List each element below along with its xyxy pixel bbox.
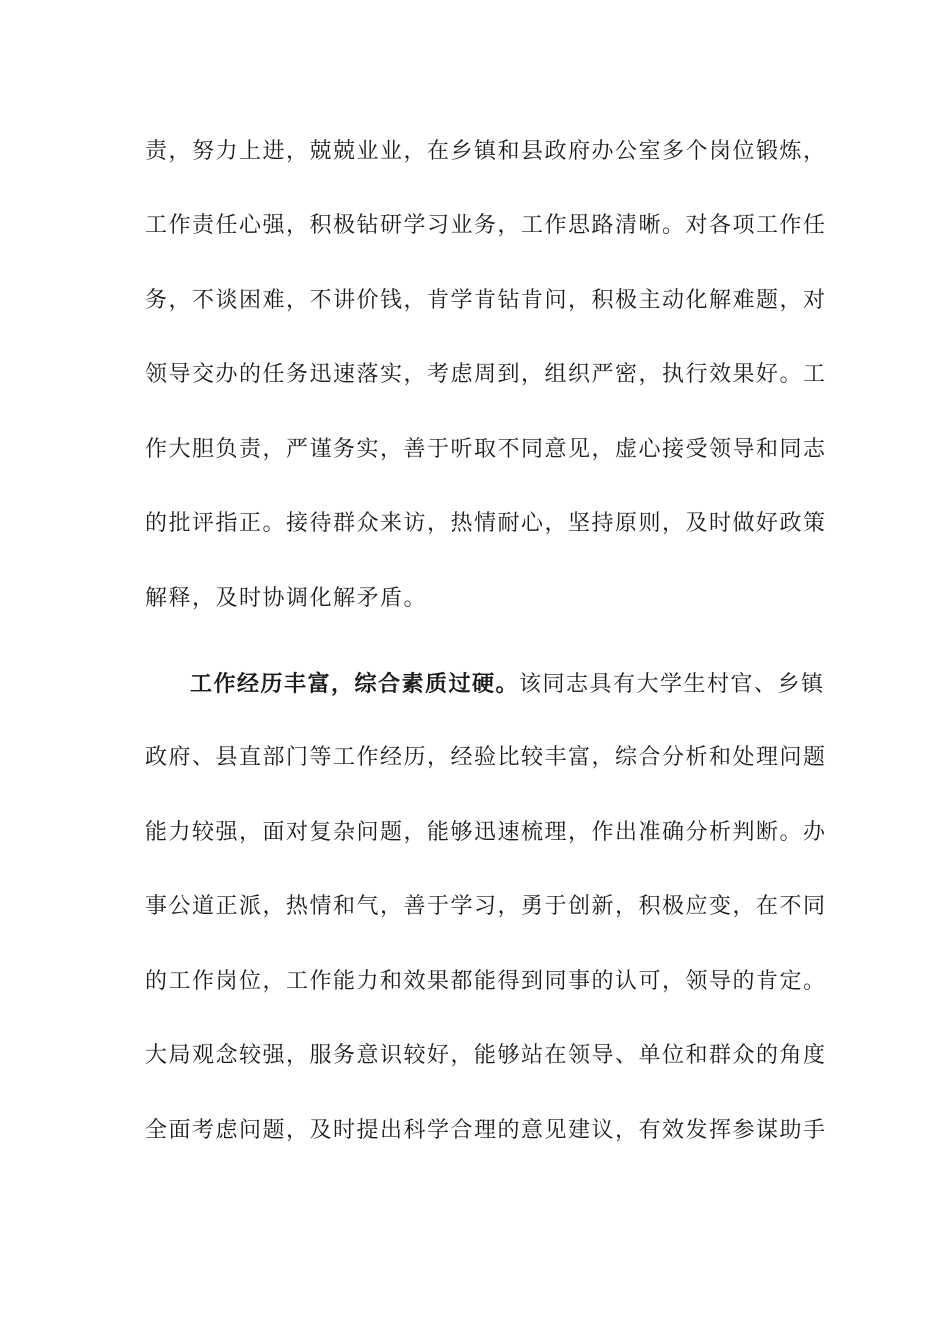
paragraph-2-line-5: 的工作岗位，工作能力和效果都能得到同事的认可，领导的肯定。 [145, 969, 827, 994]
paragraph-1-line-7: 解释，及时协调化解矛盾。 [145, 586, 428, 611]
paragraph-2-line-1 [190, 664, 825, 704]
paragraph-2-heading: 工作经历丰富，综合素质过硬。 [190, 671, 520, 697]
paragraph-2-line-4: 事公道正派，热情和气，善于学习，勇于创新，积极应变，在不同 [145, 894, 827, 919]
paragraph-2-line-6: 大局观念较强，服务意识较好，能够站在领导、单位和群众的角度 [145, 1043, 827, 1068]
paragraph-1-line-6: 的批评指正。接待群众来访，热情耐心，坚持原则，及时做好政策 [145, 511, 827, 536]
paragraph-1-line-5: 作大胆负责，严谨务实，善于听取不同意见，虚心接受领导和同志 [145, 437, 827, 462]
paragraph-2-line-3: 能力较强，面对复杂问题，能够迅速梳理，作出准确分析判断。办 [145, 820, 827, 845]
paragraph-1-line-2: 工作责任心强，积极钻研学习业务，工作思路清晰。对各项工作任 [145, 213, 827, 238]
paragraph-2-line-2: 政府、县直部门等工作经历，经验比较丰富，综合分析和处理问题 [145, 745, 827, 770]
paragraph-1-line-3: 务，不谈困难，不讲价钱，肯学肯钻肯问，积极主动化解难题，对 [145, 288, 827, 313]
paragraph-2-first-line-rest: 该同志具有大学生村官、乡镇 [519, 672, 825, 697]
paragraph-2-line-7: 全面考虑问题，及时提出科学合理的意见建议，有效发挥参谋助手 [145, 1118, 827, 1143]
paragraph-1-line-4: 领导交办的任务迅速落实，考虑周到，组织严密，执行效果好。工 [145, 362, 827, 387]
paragraph-1-line-1: 责，努力上进，兢兢业业，在乡镇和县政府办公室多个岗位锻炼， [145, 139, 827, 164]
